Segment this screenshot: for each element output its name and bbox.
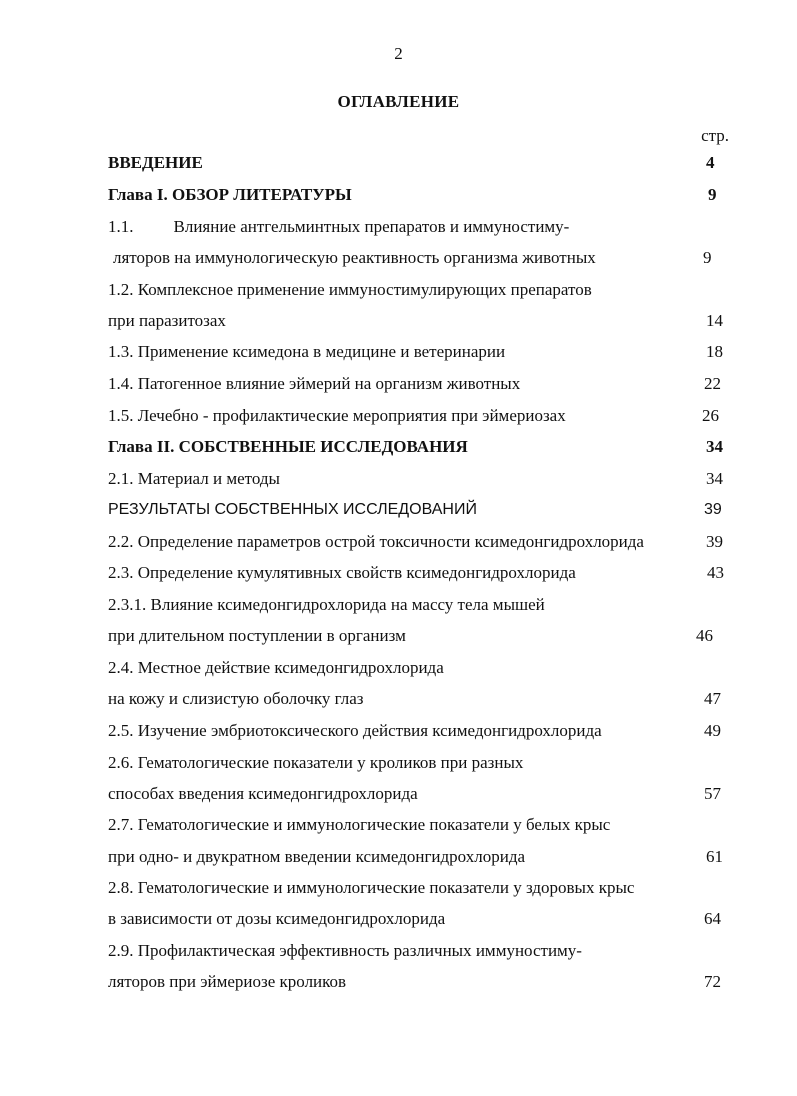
toc-entry-text: 1.2. Комплексное применение иммуностимулирующих препаратов bbox=[108, 280, 592, 299]
toc-entry-2-3-1-line1 bbox=[108, 593, 797, 617]
toc-entry-text: Глава I. ОБЗОР ЛИТЕРАТУРЫ bbox=[108, 185, 352, 204]
toc-entry-1-1-line2 bbox=[113, 246, 797, 270]
toc-entry-2-7-line1 bbox=[108, 813, 797, 837]
toc-entry-text: на кожу и слизистую оболочку глаз bbox=[108, 689, 364, 708]
toc-entry-text: 1.4. Патогенное влияние эймерий на организм животных bbox=[108, 374, 521, 393]
page-number: 2 bbox=[394, 44, 403, 63]
toc-entry-2-3 bbox=[108, 561, 797, 585]
toc-entry-page: 39 bbox=[706, 532, 723, 551]
toc-entry-1-4 bbox=[108, 372, 797, 396]
toc-entry-1-1-line1 bbox=[108, 215, 797, 239]
toc-entry-2-1 bbox=[108, 467, 797, 491]
toc-entry-chapter-2 bbox=[108, 435, 797, 459]
toc-entry-page: 43 bbox=[707, 563, 724, 582]
toc-entry-2-2 bbox=[108, 530, 797, 554]
page-column-label: стр. bbox=[701, 126, 729, 145]
toc-entry-text: ВВЕДЕНИЕ bbox=[108, 153, 203, 172]
toc-entry-text: РЕЗУЛЬТАТЫ СОБСТВЕННЫХ ИССЛЕДОВАНИЙ bbox=[108, 501, 477, 518]
toc-entry-text: 2.5. Изучение эмбриотоксического действия ксимедонгидрохлорида bbox=[108, 721, 602, 740]
toc-entry-text: 1.3. Применение ксимедона в медицине и ветеринарии bbox=[108, 342, 506, 361]
toc-entry-1-5 bbox=[108, 404, 797, 428]
toc-entry-text: при одно- и двукратном введении ксимедонгидрохлорида bbox=[108, 847, 526, 866]
toc-entry-page: 46 bbox=[696, 626, 713, 645]
toc-entry-text: 2.3.1. Влияние ксимедонгидрохлорида на массу тела мышей bbox=[108, 595, 545, 614]
toc-entry-text: 2.8. Гематологические и иммунологические показатели у здоровых крыс bbox=[108, 878, 635, 897]
toc-entry-page: 64 bbox=[704, 909, 721, 928]
toc-entry-2-5 bbox=[108, 719, 797, 743]
toc-entry-page: 72 bbox=[704, 972, 721, 991]
toc-entry-text: 2.2. Определение параметров острой токсичности ксимедонгидрохлорида bbox=[108, 532, 644, 551]
toc-entry-text: 2.7. Гематологические и иммунологические показатели у белых крыс bbox=[108, 815, 611, 834]
toc-entry-2-4-line2 bbox=[108, 687, 797, 711]
toc-entry-text: при паразитозах bbox=[108, 311, 226, 330]
toc-entry-2-4-line1 bbox=[108, 656, 797, 680]
toc-entry-1-3 bbox=[108, 340, 797, 364]
toc-entry-text: 1.5. Лечебно - профилактические мероприятия при эймериозах bbox=[108, 406, 566, 425]
toc-entry-2-8-line1 bbox=[108, 876, 797, 900]
toc-entry-page: 39 bbox=[704, 501, 722, 518]
toc-entry-page: 4 bbox=[706, 153, 715, 172]
toc-entry-page: 34 bbox=[706, 469, 723, 488]
toc-entry-text: 2.3. Определение кумулятивных свойств ксимедонгидрохлорида bbox=[108, 563, 576, 582]
toc-entry-1-2-line2 bbox=[108, 309, 797, 333]
toc-entry-text: ляторов на иммунологическую реактивность организма животных bbox=[113, 248, 596, 267]
toc-entry-page: 47 bbox=[704, 689, 721, 708]
toc-entry-2-9-line2 bbox=[108, 970, 797, 994]
toc-entry-page: 9 bbox=[703, 248, 712, 267]
toc-entry-text: 2.4. Местное действие ксимедонгидрохлорида bbox=[108, 658, 444, 677]
toc-entry-chapter-1 bbox=[108, 183, 797, 207]
toc-entry-introduction bbox=[108, 151, 797, 175]
toc-entry-text: способах введения ксимедонгидрохлорида bbox=[108, 784, 418, 803]
toc-entry-results bbox=[108, 498, 797, 522]
toc-entry-2-9-line1 bbox=[108, 939, 797, 963]
toc-title: ОГЛАВЛЕНИЕ bbox=[337, 92, 460, 111]
toc-entry-text: в зависимости от дозы ксимедонгидрохлорида bbox=[108, 909, 446, 928]
toc-entry-text: 2.9. Профилактическая эффективность различных иммуностиму- bbox=[108, 941, 582, 960]
toc-entry-page: 9 bbox=[708, 185, 717, 204]
toc-entry-text bbox=[108, 215, 569, 239]
toc-entry-page: 14 bbox=[706, 311, 723, 330]
toc-entry-number: 1.1. bbox=[108, 217, 134, 236]
toc-entry-2-6-line1 bbox=[108, 751, 797, 775]
toc-entry-text: 2.1. Материал и методы bbox=[108, 469, 280, 488]
toc-entry-text: Глава II. СОБСТВЕННЫЕ ИССЛЕДОВАНИЯ bbox=[108, 437, 468, 456]
toc-entry-page: 18 bbox=[706, 342, 723, 361]
toc-entry-page: 22 bbox=[704, 374, 721, 393]
toc-entry-2-7-line2 bbox=[108, 845, 797, 869]
toc-entry-2-6-line2 bbox=[108, 782, 797, 806]
toc-entry-text: ляторов при эймериозе кроликов bbox=[108, 972, 347, 991]
toc-entry-page: 61 bbox=[706, 847, 723, 866]
toc-entry-page: 26 bbox=[702, 406, 719, 425]
toc-entry-page: 57 bbox=[704, 784, 721, 803]
toc-entry-1-2-line1 bbox=[108, 278, 797, 302]
toc-entry-page: 49 bbox=[704, 721, 721, 740]
toc-entry-text: при длительном поступлении в организм bbox=[108, 626, 406, 645]
toc-entry-2-3-1-line2 bbox=[108, 624, 797, 648]
toc-entry-title: Влияние антгельминтных препаратов и иммуностиму- bbox=[173, 217, 570, 236]
toc-entry-page: 34 bbox=[706, 437, 723, 456]
toc-entry-2-8-line2 bbox=[108, 907, 797, 931]
toc-entry-text: 2.6. Гематологические показатели у кроликов при разных bbox=[108, 753, 524, 772]
